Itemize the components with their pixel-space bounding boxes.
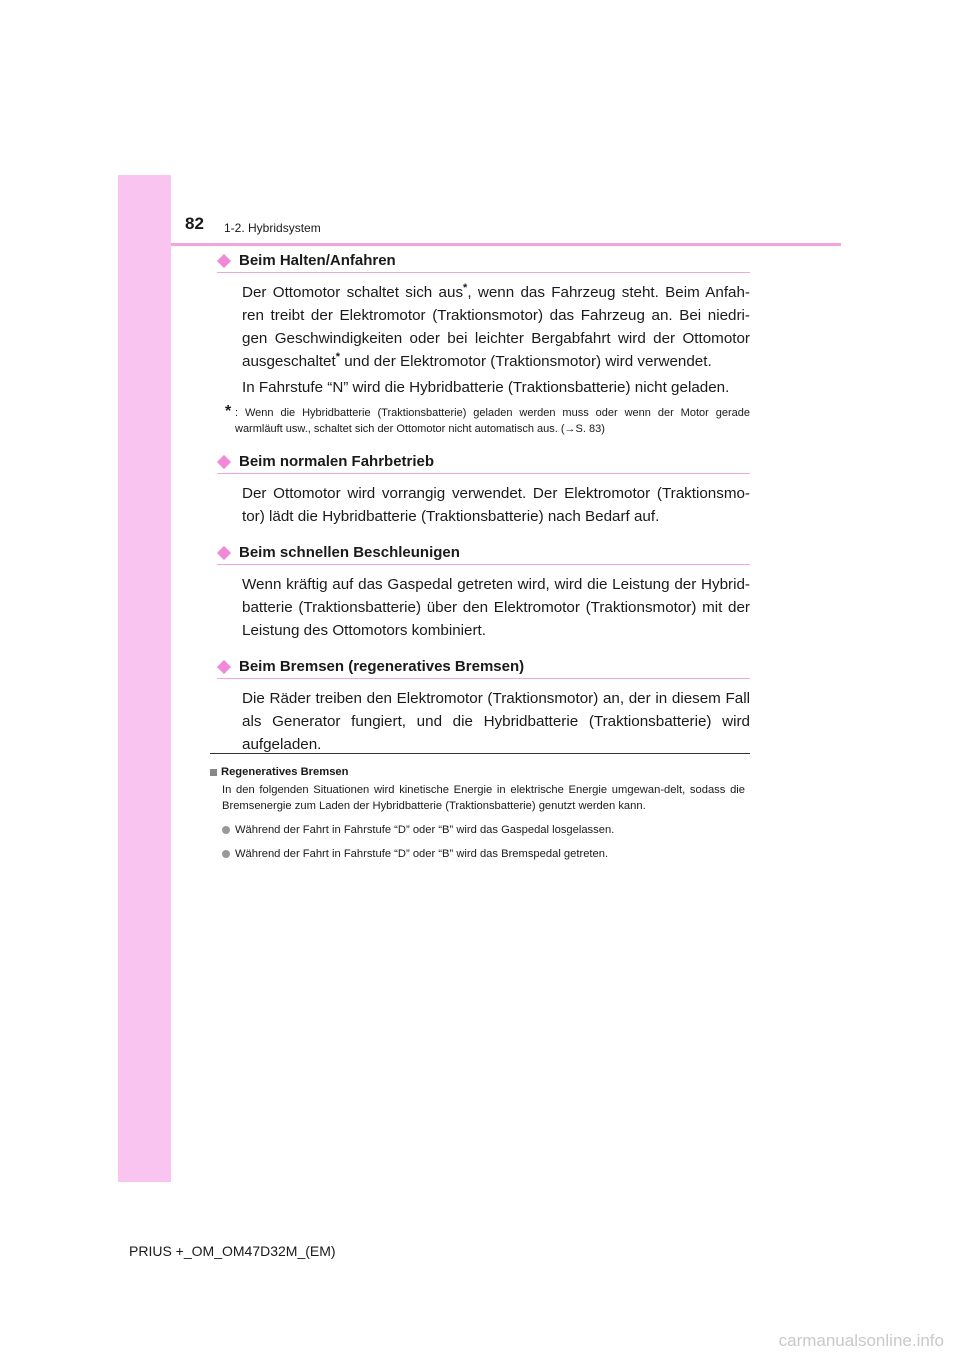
section-heading-text: Beim normalen Fahrbetrieb <box>239 453 435 470</box>
section-heading <box>217 252 750 273</box>
section-paragraph: Die Räder treiben den Elektromotor (Traktionsmotor) an, der in diesem Fall als Generator fungiert, und die Hybridbatterie (Traktionsbatterie) wird aufgeladen. <box>242 690 750 753</box>
diamond-bullet-icon <box>217 659 231 673</box>
section-paragraph: Wenn kräftig auf das Gaspedal getreten wird, wird die Leistung der Hybrid-batterie (Traktionsbatterie) über den Elektromotor (Traktionsmotor) mit der Leistung des Ottomotors kombiniert. <box>242 576 750 639</box>
square-bullet-icon <box>210 769 217 776</box>
watermark: carmanualsonline.info <box>778 1331 944 1350</box>
section-paragraph <box>242 281 750 373</box>
circle-bullet-icon <box>222 850 230 858</box>
header-rule <box>171 243 841 246</box>
footnote-text: : Wenn die Hybridbatterie (Traktionsbatterie) geladen werden muss oder wenn der Motor gerade warmläuft usw., schaltet sich der Ottomotor nicht automatisch aus. (→S. 83) <box>235 407 750 435</box>
paragraph-text: und der Elektromotor (Traktionsmotor) wird verwendet. <box>340 353 712 370</box>
list-item <box>222 846 745 862</box>
list-item <box>222 822 745 838</box>
section-paragraph: Der Ottomotor wird vorrangig verwendet. Der Elektromotor (Traktionsmo-tor) lädt die Hybridbatterie (Traktionsbatterie) nach Bedarf auf. <box>242 485 750 525</box>
paragraph-text: Der Ottomotor schaltet sich aus <box>242 284 464 301</box>
list-item-text: Während der Fahrt in Fahrstufe “D” oder “B” wird das Gaspedal losgelassen. <box>235 824 615 836</box>
section-heading <box>217 658 750 679</box>
notes-divider <box>210 753 750 754</box>
section-paragraph: In Fahrstufe “N” wird die Hybridbatterie (Traktionsbatterie) nicht geladen. <box>242 379 730 396</box>
note-title-text: Regeneratives Bremsen <box>221 766 349 778</box>
footnote <box>225 405 750 437</box>
section-heading-text: Beim Bremsen (regeneratives Bremsen) <box>239 658 525 675</box>
chapter-sidebar-tab <box>118 175 171 1182</box>
section-heading <box>217 544 750 565</box>
list-item-text: Während der Fahrt in Fahrstufe “D” oder “B” wird das Bremspedal getreten. <box>235 848 609 860</box>
notes-block <box>210 764 745 862</box>
diamond-bullet-icon <box>217 253 231 267</box>
manual-code: PRIUS +_OM_OM47D32M_(EM) <box>129 1243 336 1259</box>
diamond-bullet-icon <box>217 454 231 468</box>
asterisk-marker: * <box>335 350 341 363</box>
section-reference: 1-2. Hybridsystem <box>224 221 321 235</box>
circle-bullet-icon <box>222 826 230 834</box>
section-heading <box>217 453 750 474</box>
page-number: 82 <box>185 214 204 233</box>
footnote-asterisk: * <box>225 403 232 420</box>
diamond-bullet-icon <box>217 545 231 559</box>
note-title <box>210 764 745 780</box>
paragraph-text: , wenn das Fahrzeug steht. Beim Anfah-ren treibt der Elektromotor (Traktionsmotor) das Fahrzeug an. Bei niedri-gen Geschwindigkeiten oder bei leichter Bergabfahrt wird der Ottomotor ausgeschaltet <box>242 284 750 370</box>
section-heading-text: Beim Halten/Anfahren <box>239 252 396 269</box>
main-content <box>217 252 750 756</box>
asterisk-marker: * <box>463 281 468 294</box>
section-heading-text: Beim schnellen Beschleunigen <box>239 544 460 561</box>
note-body: In den folgenden Situationen wird kinetische Energie in elektrische Energie umgewan-delt, sodass die Bremsenergie zum Laden der Hybridbatterie (Traktionsbatterie) genutzt werden kann. <box>222 784 745 812</box>
